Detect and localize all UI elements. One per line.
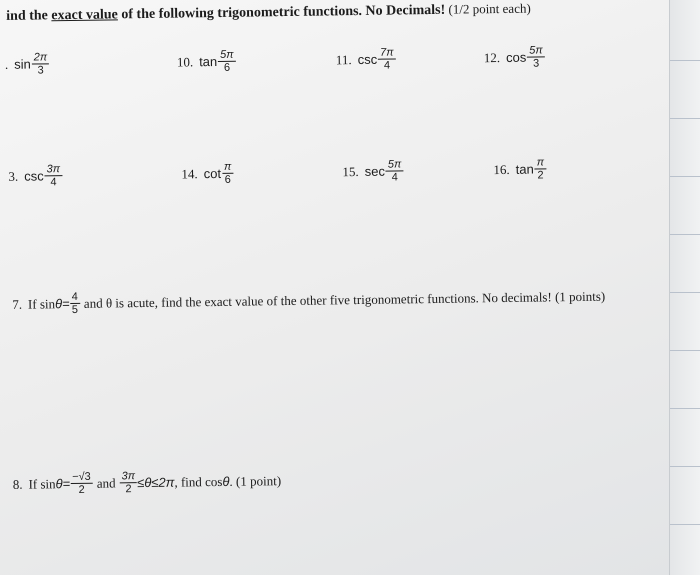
heading-points: (1/2 point each) (445, 0, 531, 17)
problem-number: 16. (493, 161, 510, 177)
denominator: 4 (50, 176, 57, 189)
numerator: 5π (527, 44, 545, 57)
denominator: 6 (224, 173, 231, 186)
problem-17 (12, 284, 605, 317)
problem-number: 3. (8, 168, 19, 184)
problem-text-lead: If sin (28, 475, 56, 492)
function-name: sec (364, 163, 386, 179)
equals-sign: = (62, 476, 71, 492)
denominator: 6 (223, 61, 231, 74)
problem-text: and θ is acute, find the exact value of the other five trigonometric functions. No decimals! (1 points) (83, 288, 606, 311)
problem-text-lead: If sin (27, 295, 56, 312)
fraction-range-start (119, 470, 137, 495)
denominator: 4 (391, 171, 398, 184)
problem-number: . (4, 56, 9, 72)
theta-symbol: θ (222, 473, 230, 489)
function-name: cos (505, 49, 527, 65)
numerator: 5π (386, 158, 404, 171)
problem-18 (13, 468, 282, 497)
numerator: 2π (32, 51, 50, 64)
problem-14 (181, 161, 233, 187)
problem-number: 8. (12, 476, 23, 492)
problem-11 (336, 46, 396, 72)
problem-number: 12. (483, 49, 501, 65)
fraction (218, 49, 236, 74)
denominator: 3 (37, 64, 44, 77)
denominator: 4 (383, 59, 391, 72)
equals-sign: = (62, 296, 70, 312)
problem-number: 7. (12, 296, 23, 312)
problem-9 (5, 51, 50, 77)
function-name: csc (24, 168, 44, 184)
denominator: 2 (78, 483, 85, 496)
denominator: 5 (71, 303, 79, 317)
range-inequality: ≤θ≤2π (137, 474, 175, 491)
fraction (70, 471, 93, 496)
denominator: 2 (537, 169, 544, 182)
problem-text: , find cos (174, 473, 223, 490)
problem-10 (177, 49, 236, 75)
numerator: 4 (70, 291, 80, 304)
fraction (45, 163, 63, 188)
numerator: π (222, 161, 234, 174)
heading-lead: ind the (6, 8, 52, 24)
function-name: tan (199, 53, 218, 70)
problem-16 (493, 156, 546, 182)
fraction (386, 158, 404, 183)
problem-number: 10. (176, 53, 194, 70)
fraction (535, 156, 547, 181)
denominator: 2 (125, 483, 132, 496)
and-word: and (96, 474, 116, 491)
problem-15 (342, 158, 403, 184)
fraction (527, 44, 545, 69)
theta-symbol: θ (55, 476, 63, 492)
problem-number: 11. (335, 51, 352, 67)
numerator: π (535, 156, 547, 169)
function-name: cot (203, 165, 222, 182)
heading-rest: of the following trigonometric functions. No Decimals! (117, 2, 446, 23)
function-name: sin (14, 56, 31, 72)
numerator: 5π (218, 49, 236, 62)
function-name: csc (357, 51, 378, 68)
denominator: 3 (533, 57, 540, 70)
numerator: −√3 (70, 471, 93, 484)
theta-symbol: θ (54, 296, 63, 312)
problem-13 (8, 163, 62, 189)
problem-points: . (1 point) (229, 472, 282, 489)
problem-12 (484, 44, 545, 70)
numerator: 3π (119, 470, 137, 483)
fraction (70, 291, 80, 316)
problem-number: 15. (342, 163, 359, 179)
numerator: 3π (45, 163, 63, 176)
fraction (222, 161, 234, 186)
numerator: 7π (378, 46, 396, 59)
heading-underlined: exact value (51, 7, 118, 24)
instructions-heading (6, 1, 531, 25)
problem-number: 14. (181, 165, 198, 181)
fraction (32, 51, 50, 76)
fraction (378, 46, 396, 71)
function-name: tan (515, 161, 534, 177)
